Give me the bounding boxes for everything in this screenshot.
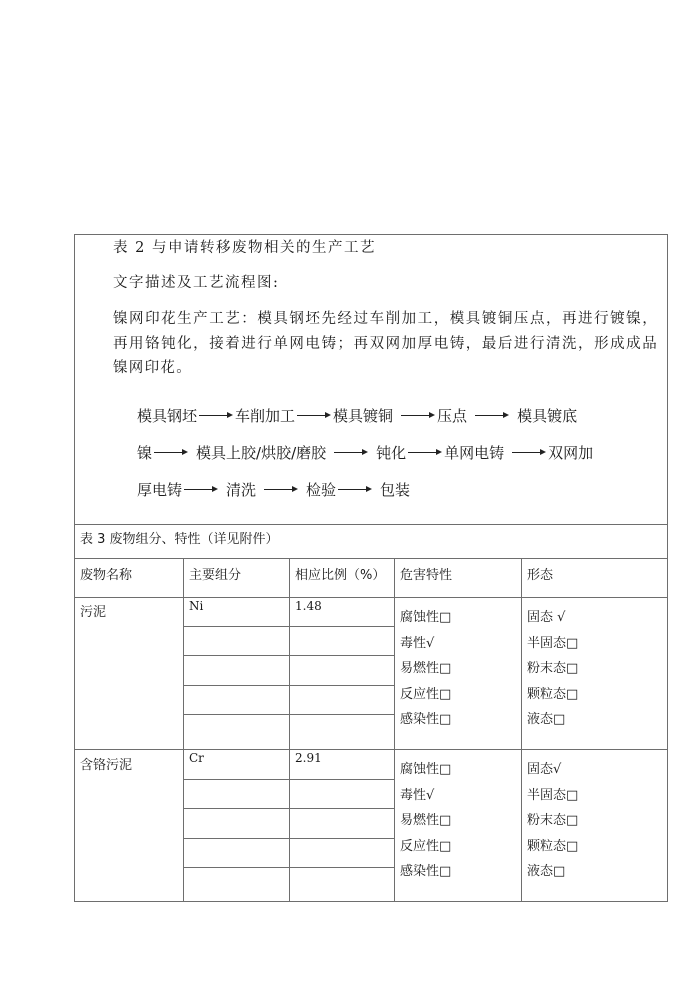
hazard-flammable: 易燃性□ bbox=[400, 813, 452, 828]
hazard-toxic: 毒性√ bbox=[400, 787, 435, 803]
column-divider bbox=[183, 558, 184, 902]
arrow-right-icon bbox=[408, 447, 442, 457]
process-flow-line-3 bbox=[137, 478, 410, 500]
form-powder: 粉末态□ bbox=[527, 661, 579, 676]
header-main-component: 主要组分 bbox=[189, 568, 242, 583]
arrow-right-icon bbox=[338, 484, 372, 494]
process-flow-line-1 bbox=[137, 404, 577, 426]
waste-name: 污泥 bbox=[80, 605, 107, 620]
arrow-right-icon bbox=[199, 410, 233, 420]
arrow-right-icon bbox=[475, 410, 509, 420]
header-waste-name: 废物名称 bbox=[80, 568, 133, 583]
form-list bbox=[527, 605, 578, 733]
hazard-list bbox=[400, 757, 451, 885]
flow-step: 检验 bbox=[306, 480, 337, 499]
flow-step: 模具上胶/烘胶/磨胶 bbox=[196, 443, 327, 462]
row-divider bbox=[74, 597, 668, 598]
flow-step: 车削加工 bbox=[235, 406, 296, 425]
arrow-right-icon bbox=[297, 410, 331, 420]
column-divider bbox=[521, 558, 522, 902]
flow-step: 模具镀底 bbox=[517, 406, 578, 425]
header-form: 形态 bbox=[527, 568, 554, 583]
hazard-reactive: 反应性□ bbox=[400, 686, 452, 702]
form-solid: 固态 √ bbox=[527, 610, 566, 625]
process-description: 镍网印花生产工艺：模具钢坯先经过车削加工，模具镀铜压点，再进行镀镍，再用铬钝化，接着进行单网电铸；再双网加厚电铸，最后进行清洗，形成成品镍网印花。 bbox=[113, 311, 658, 376]
arrow-right-icon bbox=[401, 410, 435, 420]
arrow-right-icon bbox=[334, 447, 368, 457]
form-semi-solid: 半固态□ bbox=[527, 635, 579, 651]
component-value: Ni bbox=[189, 599, 204, 613]
flow-step: 压点 bbox=[437, 406, 468, 425]
arrow-right-icon bbox=[512, 447, 546, 457]
flow-step: 清洗 bbox=[226, 480, 257, 499]
form-powder: 粉末态□ bbox=[527, 813, 579, 828]
arrow-right-icon bbox=[264, 484, 298, 494]
form-semi-solid: 半固态□ bbox=[527, 787, 579, 803]
section3-title: 表 3 废物组分、特性（详见附件） bbox=[80, 532, 279, 547]
hazard-infectious: 感染性□ bbox=[400, 864, 452, 879]
process-flow-line-2 bbox=[137, 441, 593, 463]
sub-row-divider bbox=[183, 685, 394, 686]
form-granular: 颗粒态□ bbox=[527, 838, 579, 854]
flow-step: 镍 bbox=[137, 443, 153, 462]
flow-step: 包装 bbox=[380, 480, 411, 499]
hazard-infectious: 感染性□ bbox=[400, 712, 452, 727]
flow-step: 模具镀铜 bbox=[333, 406, 394, 425]
form-list bbox=[527, 757, 578, 885]
sub-row-divider bbox=[183, 655, 394, 656]
sub-row-divider bbox=[183, 779, 394, 780]
flow-step: 单网电铸 bbox=[444, 443, 505, 462]
flow-step: 双网加 bbox=[548, 443, 594, 462]
header-hazard: 危害特性 bbox=[400, 568, 453, 583]
component-value: Cr bbox=[189, 751, 204, 765]
hazard-reactive: 反应性□ bbox=[400, 838, 452, 854]
hazard-corrosive: 腐蚀性□ bbox=[400, 762, 452, 777]
sub-row-divider bbox=[183, 808, 394, 809]
form-granular: 颗粒态□ bbox=[527, 686, 579, 702]
hazard-toxic: 毒性√ bbox=[400, 635, 435, 651]
row-divider bbox=[74, 749, 668, 750]
arrow-right-icon bbox=[154, 447, 188, 457]
flow-step: 钝化 bbox=[376, 443, 407, 462]
sub-row-divider bbox=[183, 838, 394, 839]
form-liquid: 液态□ bbox=[527, 864, 566, 879]
form-liquid: 液态□ bbox=[527, 712, 566, 727]
sub-row-divider bbox=[183, 714, 394, 715]
table-header-top-border bbox=[74, 558, 668, 559]
ratio-value: 1.48 bbox=[295, 599, 322, 613]
section2-title: 表 2 与申请转移废物相关的生产工艺 bbox=[113, 240, 376, 256]
header-ratio: 相应比例（%） bbox=[295, 568, 386, 583]
waste-name: 含铬污泥 bbox=[80, 758, 133, 773]
form-solid: 固态√ bbox=[527, 762, 562, 777]
flow-step: 厚电铸 bbox=[137, 480, 183, 499]
hazard-flammable: 易燃性□ bbox=[400, 661, 452, 676]
hazard-list bbox=[400, 605, 451, 733]
column-divider bbox=[394, 558, 395, 902]
flow-step: 模具钢坯 bbox=[137, 406, 198, 425]
sub-row-divider bbox=[183, 626, 394, 627]
sub-row-divider bbox=[183, 867, 394, 868]
hazard-corrosive: 腐蚀性□ bbox=[400, 610, 452, 625]
section-divider bbox=[74, 524, 668, 525]
column-divider bbox=[289, 558, 290, 902]
arrow-right-icon bbox=[184, 484, 218, 494]
ratio-value: 2.91 bbox=[295, 751, 322, 765]
section2-subtitle: 文字描述及工艺流程图: bbox=[113, 275, 280, 291]
